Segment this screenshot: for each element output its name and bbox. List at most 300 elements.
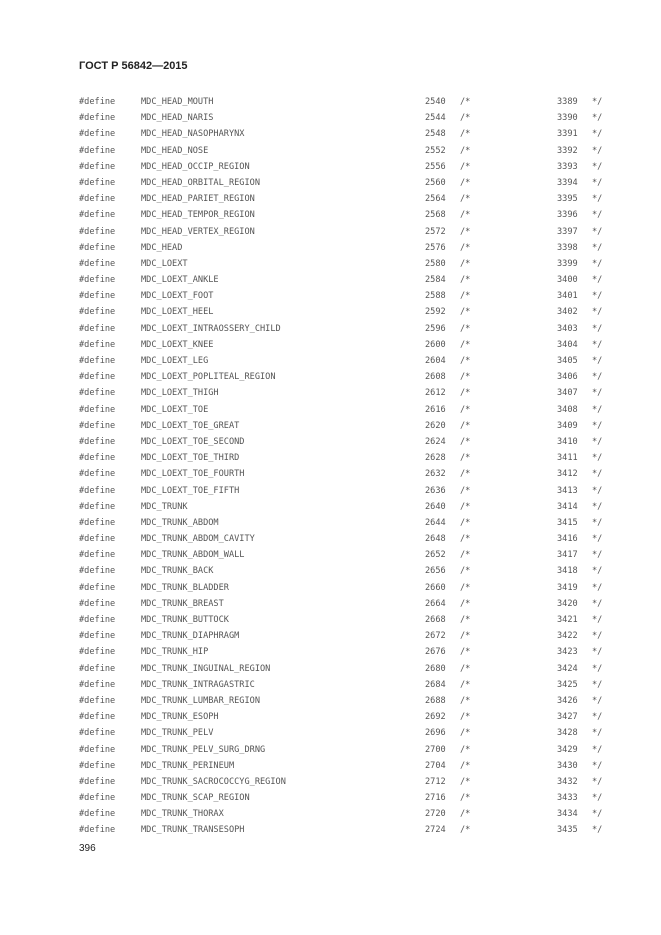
constant-value: 2688 (425, 695, 446, 706)
constant-name: MDC_TRUNK_SACROCOCCYG_REGION (141, 776, 286, 787)
comment-open: /* (460, 534, 471, 545)
constant-value: 2588 (425, 291, 446, 302)
define-row (0, 582, 661, 598)
define-row (0, 565, 661, 581)
constant-name: MDC_LOEXT_KNEE (141, 339, 214, 350)
define-keyword: #define (79, 582, 116, 593)
define-keyword: #define (79, 420, 116, 431)
define-row (0, 744, 661, 760)
constant-value: 2592 (425, 307, 446, 318)
comment-open: /* (460, 453, 471, 464)
term-code: 3422 (557, 631, 578, 642)
constant-value: 2600 (425, 339, 446, 350)
comment-close: */ (592, 420, 603, 431)
term-code: 3405 (557, 356, 578, 366)
comment-open: /* (460, 501, 471, 512)
term-code: 3406 (557, 372, 578, 383)
comment-close: */ (592, 679, 603, 690)
constant-value: 2712 (425, 776, 446, 787)
comment-open: /* (460, 323, 471, 334)
constant-name: MDC_LOEXT (141, 258, 188, 269)
comment-close: */ (592, 534, 603, 545)
define-keyword: #define (79, 291, 116, 302)
define-list (0, 96, 661, 841)
constant-value: 2620 (425, 420, 446, 431)
comment-close: */ (592, 453, 603, 464)
define-row (0, 96, 661, 112)
define-keyword: #define (79, 485, 116, 496)
comment-close: */ (592, 744, 603, 755)
define-row (0, 209, 661, 225)
comment-close: */ (592, 226, 603, 237)
comment-close: */ (592, 469, 603, 480)
comment-close: */ (592, 631, 603, 642)
define-keyword: #define (79, 161, 116, 172)
comment-open: /* (460, 582, 471, 593)
define-keyword: #define (79, 404, 116, 415)
constant-value: 2624 (425, 436, 446, 447)
term-code: 3435 (557, 825, 578, 836)
comment-open: /* (460, 258, 471, 269)
term-code: 3396 (557, 210, 578, 221)
define-keyword: #define (79, 177, 116, 188)
term-code: 3395 (557, 194, 578, 205)
constant-value: 2696 (425, 728, 446, 739)
constant-value: 2556 (425, 161, 446, 172)
term-code: 3409 (557, 420, 578, 431)
constant-name: MDC_TRUNK_BACK (141, 566, 214, 577)
comment-open: /* (460, 307, 471, 318)
document-header: ГОСТ Р 56842—2015 (79, 60, 188, 72)
define-keyword: #define (79, 436, 116, 447)
comment-open: /* (460, 517, 471, 528)
comment-open: /* (460, 550, 471, 561)
define-keyword: #define (79, 501, 116, 512)
define-row (0, 549, 661, 565)
constant-value: 2548 (425, 129, 446, 140)
define-keyword: #define (79, 566, 116, 577)
comment-close: */ (592, 436, 603, 447)
constant-value: 2724 (425, 825, 446, 836)
constant-value: 2700 (425, 744, 446, 755)
constant-value: 2716 (425, 793, 446, 804)
term-code: 3427 (557, 712, 578, 723)
constant-name: MDC_LOEXT_POPLITEAL_REGION (141, 372, 276, 383)
comment-open: /* (460, 113, 471, 124)
constant-value: 2704 (425, 760, 446, 771)
define-row (0, 663, 661, 679)
define-row (0, 452, 661, 468)
constant-name: MDC_TRUNK_PELV (141, 728, 214, 739)
term-code: 3392 (557, 145, 578, 156)
comment-open: /* (460, 275, 471, 286)
constant-name: MDC_TRUNK_ABDOM (141, 517, 219, 528)
define-row (0, 776, 661, 792)
define-keyword: #define (79, 97, 116, 107)
define-row (0, 355, 661, 371)
comment-open: /* (460, 825, 471, 836)
constant-name: MDC_HEAD_MOUTH (141, 97, 214, 107)
define-keyword: #define (79, 517, 116, 528)
comment-open: /* (460, 226, 471, 237)
define-keyword: #define (79, 469, 116, 480)
comment-open: /* (460, 372, 471, 383)
constant-name: MDC_LOEXT_TOE (141, 404, 209, 415)
comment-open: /* (460, 210, 471, 221)
constant-value: 2572 (425, 226, 446, 237)
define-row (0, 517, 661, 533)
comment-close: */ (592, 825, 603, 836)
define-row (0, 339, 661, 355)
define-keyword: #define (79, 194, 116, 205)
define-keyword: #define (79, 809, 116, 820)
comment-open: /* (460, 194, 471, 205)
comment-open: /* (460, 631, 471, 642)
comment-close: */ (592, 307, 603, 318)
comment-open: /* (460, 809, 471, 820)
term-code: 3397 (557, 226, 578, 237)
comment-open: /* (460, 97, 471, 107)
comment-open: /* (460, 469, 471, 480)
constant-name: MDC_TRUNK_SCAP_REGION (141, 793, 250, 804)
constant-value: 2584 (425, 275, 446, 286)
comment-open: /* (460, 776, 471, 787)
constant-value: 2568 (425, 210, 446, 221)
constant-name: MDC_LOEXT_THIGH (141, 388, 219, 399)
comment-open: /* (460, 744, 471, 755)
term-code: 3417 (557, 550, 578, 561)
constant-value: 2616 (425, 404, 446, 415)
define-row (0, 792, 661, 808)
define-row (0, 274, 661, 290)
define-row (0, 824, 661, 840)
comment-open: /* (460, 420, 471, 431)
constant-name: MDC_HEAD_VERTEX_REGION (141, 226, 255, 237)
term-code: 3390 (557, 113, 578, 124)
constant-name: MDC_LOEXT_TOE_FIFTH (141, 485, 240, 496)
constant-value: 2576 (425, 242, 446, 253)
define-row (0, 598, 661, 614)
term-code: 3430 (557, 760, 578, 771)
define-keyword: #define (79, 760, 116, 771)
constant-value: 2684 (425, 679, 446, 690)
constant-name: MDC_TRUNK_LUMBAR_REGION (141, 695, 260, 706)
define-row (0, 258, 661, 274)
comment-close: */ (592, 582, 603, 593)
define-row (0, 533, 661, 549)
define-keyword: #define (79, 825, 116, 836)
define-keyword: #define (79, 307, 116, 318)
comment-open: /* (460, 388, 471, 399)
constant-name: MDC_TRUNK_ESOPH (141, 712, 219, 723)
constant-name: MDC_TRUNK_PELV_SURG_DRNG (141, 744, 266, 755)
constant-name: MDC_HEAD_PARIET_REGION (141, 194, 255, 205)
comment-open: /* (460, 663, 471, 674)
define-row (0, 420, 661, 436)
comment-open: /* (460, 566, 471, 577)
comment-close: */ (592, 663, 603, 674)
constant-value: 2636 (425, 485, 446, 496)
comment-open: /* (460, 145, 471, 156)
comment-close: */ (592, 566, 603, 577)
define-keyword: #define (79, 647, 116, 658)
constant-name: MDC_LOEXT_LEG (141, 356, 209, 366)
constant-name: MDC_LOEXT_FOOT (141, 291, 214, 302)
comment-close: */ (592, 615, 603, 625)
term-code: 3423 (557, 647, 578, 658)
comment-open: /* (460, 436, 471, 447)
constant-value: 2656 (425, 566, 446, 577)
comment-close: */ (592, 728, 603, 739)
term-code: 3398 (557, 242, 578, 253)
comment-close: */ (592, 97, 603, 107)
comment-close: */ (592, 258, 603, 269)
define-keyword: #define (79, 226, 116, 237)
term-code: 3429 (557, 744, 578, 755)
constant-name: MDC_LOEXT_HEEL (141, 307, 214, 318)
constant-name: MDC_LOEXT_ANKLE (141, 275, 219, 286)
term-code: 3420 (557, 598, 578, 609)
term-code: 3407 (557, 388, 578, 399)
define-keyword: #define (79, 695, 116, 706)
constant-name: MDC_TRUNK (141, 501, 188, 512)
define-row (0, 145, 661, 161)
define-row (0, 371, 661, 387)
term-code: 3404 (557, 339, 578, 350)
comment-open: /* (460, 177, 471, 188)
term-code: 3426 (557, 695, 578, 706)
constant-value: 2540 (425, 97, 446, 107)
term-code: 3421 (557, 615, 578, 625)
constant-value: 2720 (425, 809, 446, 820)
define-keyword: #define (79, 631, 116, 642)
comment-close: */ (592, 275, 603, 286)
define-keyword: #define (79, 129, 116, 140)
constant-value: 2668 (425, 615, 446, 625)
constant-name: MDC_LOEXT_TOE_SECOND (141, 436, 245, 447)
constant-value: 2672 (425, 631, 446, 642)
constant-value: 2660 (425, 582, 446, 593)
define-row (0, 630, 661, 646)
define-row (0, 679, 661, 695)
constant-name: MDC_LOEXT_TOE_THIRD (141, 453, 240, 464)
constant-name: MDC_LOEXT_TOE_GREAT (141, 420, 240, 431)
comment-close: */ (592, 129, 603, 140)
constant-value: 2544 (425, 113, 446, 124)
comment-close: */ (592, 113, 603, 124)
constant-value: 2680 (425, 663, 446, 674)
term-code: 3428 (557, 728, 578, 739)
define-row (0, 808, 661, 824)
define-row (0, 290, 661, 306)
constant-value: 2604 (425, 356, 446, 366)
constant-name: MDC_HEAD_NARIS (141, 113, 214, 124)
constant-name: MDC_HEAD_TEMPOR_REGION (141, 210, 255, 221)
define-row (0, 177, 661, 193)
term-code: 3434 (557, 809, 578, 820)
term-code: 3433 (557, 793, 578, 804)
constant-name: MDC_TRUNK_ABDOM_CAVITY (141, 534, 255, 545)
define-row (0, 128, 661, 144)
term-code: 3393 (557, 161, 578, 172)
comment-close: */ (592, 598, 603, 609)
constant-value: 2596 (425, 323, 446, 334)
define-keyword: #define (79, 598, 116, 609)
comment-close: */ (592, 760, 603, 771)
constant-value: 2560 (425, 177, 446, 188)
define-keyword: #define (79, 615, 116, 625)
constant-value: 2580 (425, 258, 446, 269)
comment-open: /* (460, 242, 471, 253)
term-code: 3399 (557, 258, 578, 269)
comment-close: */ (592, 550, 603, 561)
define-row (0, 387, 661, 403)
comment-close: */ (592, 776, 603, 787)
comment-open: /* (460, 291, 471, 302)
comment-open: /* (460, 129, 471, 140)
define-keyword: #define (79, 145, 116, 156)
comment-close: */ (592, 712, 603, 723)
define-keyword: #define (79, 728, 116, 739)
term-code: 3410 (557, 436, 578, 447)
comment-close: */ (592, 356, 603, 366)
term-code: 3418 (557, 566, 578, 577)
define-keyword: #define (79, 242, 116, 253)
comment-close: */ (592, 372, 603, 383)
constant-value: 2628 (425, 453, 446, 464)
define-row (0, 323, 661, 339)
term-code: 3425 (557, 679, 578, 690)
comment-close: */ (592, 177, 603, 188)
comment-open: /* (460, 356, 471, 366)
define-row (0, 306, 661, 322)
define-keyword: #define (79, 793, 116, 804)
constant-value: 2608 (425, 372, 446, 383)
define-row (0, 242, 661, 258)
constant-name: MDC_TRUNK_THORAX (141, 809, 224, 820)
comment-close: */ (592, 695, 603, 706)
term-code: 3401 (557, 291, 578, 302)
constant-name: MDC_TRUNK_INTRAGASTRIC (141, 679, 255, 690)
define-row (0, 485, 661, 501)
term-code: 3414 (557, 501, 578, 512)
comment-close: */ (592, 145, 603, 156)
constant-name: MDC_TRUNK_INGUINAL_REGION (141, 663, 271, 674)
term-code: 3400 (557, 275, 578, 286)
define-keyword: #define (79, 712, 116, 723)
define-keyword: #define (79, 534, 116, 545)
constant-value: 2664 (425, 598, 446, 609)
term-code: 3424 (557, 663, 578, 674)
comment-close: */ (592, 485, 603, 496)
comment-close: */ (592, 339, 603, 350)
comment-close: */ (592, 793, 603, 804)
define-keyword: #define (79, 113, 116, 124)
define-row (0, 695, 661, 711)
constant-name: MDC_TRUNK_HIP (141, 647, 209, 658)
constant-name: MDC_LOEXT_TOE_FOURTH (141, 469, 245, 480)
define-keyword: #define (79, 258, 116, 269)
define-keyword: #define (79, 210, 116, 221)
comment-close: */ (592, 809, 603, 820)
define-keyword: #define (79, 339, 116, 350)
constant-name: MDC_TRUNK_PERINEUM (141, 760, 235, 771)
term-code: 3415 (557, 517, 578, 528)
define-row (0, 193, 661, 209)
define-row (0, 760, 661, 776)
comment-open: /* (460, 598, 471, 609)
comment-open: /* (460, 728, 471, 739)
constant-value: 2644 (425, 517, 446, 528)
constant-name: MDC_LOEXT_INTRAOSSERY_CHILD (141, 323, 281, 334)
comment-open: /* (460, 679, 471, 690)
define-keyword: #define (79, 663, 116, 674)
comment-close: */ (592, 210, 603, 221)
comment-open: /* (460, 404, 471, 415)
constant-value: 2692 (425, 712, 446, 723)
comment-close: */ (592, 161, 603, 172)
comment-open: /* (460, 793, 471, 804)
comment-close: */ (592, 404, 603, 415)
constant-value: 2648 (425, 534, 446, 545)
constant-name: MDC_HEAD (141, 242, 183, 253)
constant-name: MDC_HEAD_NASOPHARYNX (141, 129, 245, 140)
term-code: 3432 (557, 776, 578, 787)
define-keyword: #define (79, 372, 116, 383)
constant-value: 2564 (425, 194, 446, 205)
define-keyword: #define (79, 323, 116, 334)
comment-close: */ (592, 242, 603, 253)
term-code: 3413 (557, 485, 578, 496)
define-row (0, 436, 661, 452)
constant-name: MDC_TRUNK_ABDOM_WALL (141, 550, 245, 561)
constant-value: 2640 (425, 501, 446, 512)
define-keyword: #define (79, 550, 116, 561)
term-code: 3411 (557, 453, 578, 464)
comment-close: */ (592, 388, 603, 399)
constant-name: MDC_HEAD_ORBITAL_REGION (141, 177, 260, 188)
comment-close: */ (592, 517, 603, 528)
term-code: 3416 (557, 534, 578, 545)
define-keyword: #define (79, 275, 116, 286)
comment-open: /* (460, 760, 471, 771)
comment-close: */ (592, 291, 603, 302)
constant-name: MDC_HEAD_NOSE (141, 145, 209, 156)
comment-open: /* (460, 161, 471, 172)
define-keyword: #define (79, 388, 116, 399)
define-row (0, 727, 661, 743)
define-row (0, 501, 661, 517)
define-row (0, 468, 661, 484)
define-keyword: #define (79, 679, 116, 690)
define-row (0, 614, 661, 630)
constant-name: MDC_TRUNK_BREAST (141, 598, 224, 609)
comment-open: /* (460, 647, 471, 658)
define-keyword: #define (79, 453, 116, 464)
define-keyword: #define (79, 744, 116, 755)
term-code: 3403 (557, 323, 578, 334)
comment-open: /* (460, 712, 471, 723)
term-code: 3394 (557, 177, 578, 188)
comment-close: */ (592, 194, 603, 205)
constant-name: MDC_TRUNK_BUTTOCK (141, 615, 229, 625)
constant-value: 2676 (425, 647, 446, 658)
comment-open: /* (460, 695, 471, 706)
define-keyword: #define (79, 356, 116, 366)
constant-value: 2612 (425, 388, 446, 399)
define-row (0, 112, 661, 128)
define-row (0, 711, 661, 727)
